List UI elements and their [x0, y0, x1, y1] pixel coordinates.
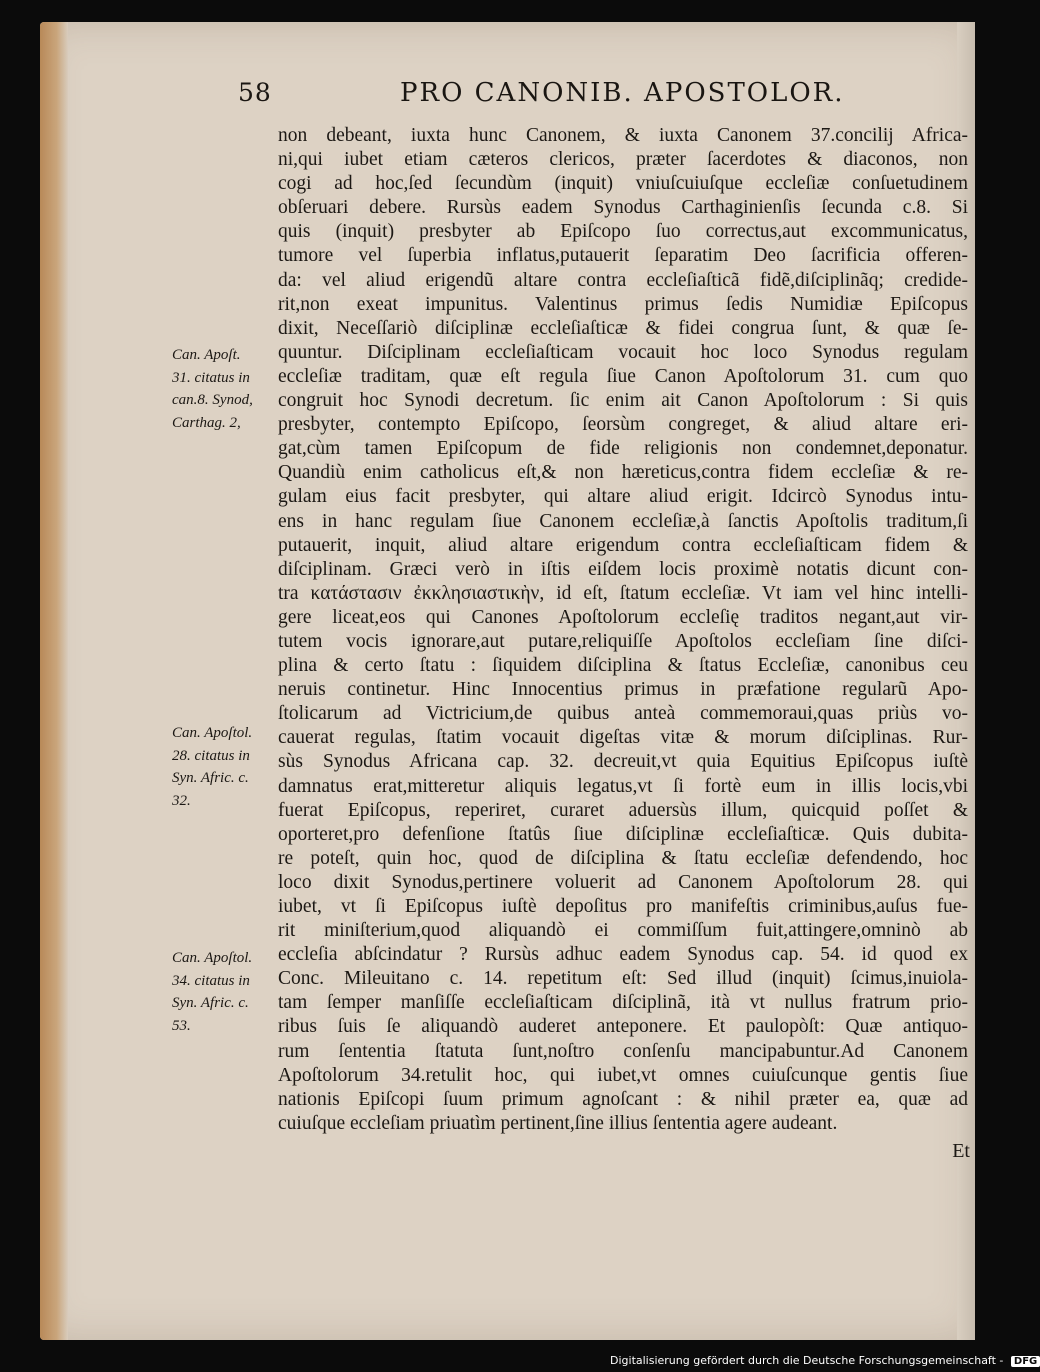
text-line: rum ſententia ſtatuta ſunt,noſtro conſenſu mancipabuntur.Ad Canonem [278, 1040, 968, 1062]
text-line: iubet, vt ſi Epiſcopus iuſtè depoſitus pro manifeſtis criminibus,auſus fue- [278, 896, 968, 917]
marginal-note-line: Can. Apoſt. [172, 347, 241, 363]
catchword: Et [952, 1140, 970, 1162]
marginal-note-line: 28. citatus in [172, 747, 250, 764]
marginal-note-line: Can. Apoſtol. [172, 950, 253, 966]
marginal-note-line: can.8. Synod, [172, 392, 253, 408]
text-line: quuntur. Diſciplinam eccleſiaſticam vocauit hoc loco Synodus regulam [278, 341, 968, 363]
text-line: tam ſemper manſiſſe eccleſiaſticam diſciplinã, ità vt nullus fratrum prio- [278, 992, 968, 1014]
text-line: non debeant, iuxta hunc Canonem, & iuxta Canonem 37.concilij Africa- [278, 125, 968, 146]
text-line: eccleſia abſcindatur ? Rursùs adhuc eadem Synodus cap. 54. id quod ex [278, 944, 968, 966]
text-line: Apoſtolorum 34.retulit hoc, qui iubet,vt omnes cuiuſcunque gentis ſiue [278, 1064, 968, 1086]
text-line: gere liceat,eos qui Canones Apoſtolorum eccleſię traditos negant,aut vir- [278, 606, 968, 628]
footer-text: Digitalisierung gefördert durch die Deutsche Forschungsgemeinschaft - [610, 1354, 1004, 1367]
text-line: rit miniſterium,quod aliquandò ei commiſſum fuit,attingere,omninò ab [278, 920, 968, 942]
text-line: tra κατάστασιν ἐκκλησιαστικὴν, id eſt, ſtatum eccleſiæ. Vt iam vel hinc intelli- [278, 582, 968, 604]
text-line: tutem vocis ignorare,aut putare,reliquiſſe Apoſtolos eccleſiam ſine diſci- [278, 630, 968, 652]
page-header [238, 78, 938, 118]
text-line: cogi ad hoc,ſed ſecundùm (inquit) vniuſcuiuſque eccleſiæ conſuetudinem [278, 173, 968, 195]
dfg-logo: DFG [1011, 1356, 1040, 1367]
text-line: nationis Epiſcopi ſuum primum agnoſcant : & nihil præter ea, quæ ad [278, 1088, 968, 1110]
text-line: loco dixit Synodus,pertinere voluerit ad Canonem Apoſtolorum 28. qui [278, 871, 968, 893]
text-line: re poteſt, quin hoc, quod de diſciplina & ſtatu eccleſiæ defendendo, hoc [278, 847, 968, 869]
text-line: quis (inquit) presbyter ab Epiſcopo ſuo correctus,aut excommunicatus, [278, 221, 968, 243]
text-line: neruis continetur. Hinc Innocentius primus in præfatione regularũ Apo- [278, 679, 968, 701]
text-line: rit,non exeat impunitus. Valentinus primus ſedis Numidiæ Epiſcopus [278, 293, 968, 315]
text-line: gat,cùm tamen Epiſcopum de fide religionis non condemnet,deponatur. [278, 438, 968, 460]
text-line: cuiuſque eccleſiam priuatìm pertinent,ſine illius ſententia agere audeant. [278, 1112, 838, 1134]
running-head: PRO CANONIB. APOSTOLOR. [400, 78, 845, 108]
text-line: fuerat Epiſcopus, reperiret, curaret aduersùs illum, quicquid poſſet & [278, 799, 968, 821]
text-line: gulam eius facit presbyter, qui altare aliud erigit. Idcircò Synodus intu- [278, 486, 968, 508]
text-line: obſeruari debere. Rursùs eadem Synodus Carthaginienſis ſecunda c.8. Si [278, 197, 968, 219]
text-line: congruit hoc Synodi decretum. ſic enim ait Canon Apoſtolorum : Si quis [278, 390, 968, 412]
text-line: presbyter, contempto Epiſcopo, ſeorsùm congreget, & aliud altare eri- [278, 414, 968, 436]
marginal-note-line: Carthag. 2, [172, 414, 241, 431]
marginal-note-3 [172, 947, 282, 1037]
marginal-note-line: 31. citatus in [172, 369, 250, 386]
marginal-note-2 [172, 722, 282, 812]
marginal-note-line: 32. [172, 792, 191, 809]
text-line: sùs Synodus Africana cap. 32. decreuit,vt quia Equitius Epiſcopus iuſtè [278, 751, 968, 773]
text-line: Quandiù enim catholicus eſt,& non hæreticus,contra fidem eccleſiæ & re- [278, 462, 968, 484]
text-line: Conc. Mileuitano c. 14. repetitum eſt: Sed illud (inquit) ſcimus,inuiola- [278, 968, 968, 990]
footer-credit [610, 1354, 1040, 1367]
text-line: ni,qui iubet etiam cæteros clericos, præter ſacerdotes & diaconos, non [278, 149, 968, 171]
text-line: ſtolicarum ad Victricium,de quibus anteà commemoraui,quas priùs vo- [278, 703, 968, 725]
text-line: dixit, Neceſſariò diſciplinæ eccleſiaſticæ & fidei congrua ſunt, & quæ ſe- [278, 317, 968, 339]
marginal-note-line: 34. citatus in [172, 972, 250, 989]
text-line: diſciplinam. Græci verò in iſtis eiſdem locis proximè notatis dicunt con- [278, 558, 968, 580]
marginal-note-line: Syn. Afric. c. [172, 770, 249, 786]
text-line: plina & certo ſtatu : ſiquidem diſciplina & ſtatus Eccleſiæ, canonibus ceu [278, 655, 968, 677]
text-line: putauerit, inquit, aliud altare erigendum contra eccleſiaſticam fidem & [278, 534, 968, 556]
text-line: ribus ſuis ſe aliquandò auderet anteponere. Et paulopòſt: Quæ antiquo- [278, 1016, 968, 1038]
marginal-note-line: 53. [172, 1017, 191, 1034]
page-number: 58 [238, 78, 272, 107]
body-text [278, 124, 968, 1136]
marginal-note-line: Syn. Afric. c. [172, 995, 249, 1011]
text-line: damnatus erat,mitteretur aliquis legatus,vt ſi fortè eum in illis locis,vbi [278, 775, 968, 797]
text-line: da: vel aliud erigendũ altare contra eccleſiaſticã fidẽ,diſciplinãq; credide- [278, 269, 968, 291]
text-line: tumore vel ſuperbia inflatus,putauerit ſeparatim Deo ſacrificia offeren- [278, 245, 968, 267]
text-line: oporteret,pro defenſione ſtatûs ſiue diſciplinæ eccleſiaſticæ. Quis dubita- [278, 823, 968, 845]
marginal-note-line: Can. Apoſtol. [172, 725, 253, 741]
text-line: cauerat regulas, ſtatim vocauit digeſtas vitæ & morum diſciplinas. Rur- [278, 727, 968, 749]
text-line: ens in hanc regulam ſiue Canonem eccleſiæ,à ſanctis Apoſtolis traditum,ſi [278, 510, 968, 532]
marginal-note-1 [172, 344, 282, 434]
text-line: eccleſiæ traditam, quæ eſt regula ſiue Canon Apoſtolorum 31. cum quo [278, 365, 968, 387]
page-left-edge [40, 22, 68, 1340]
